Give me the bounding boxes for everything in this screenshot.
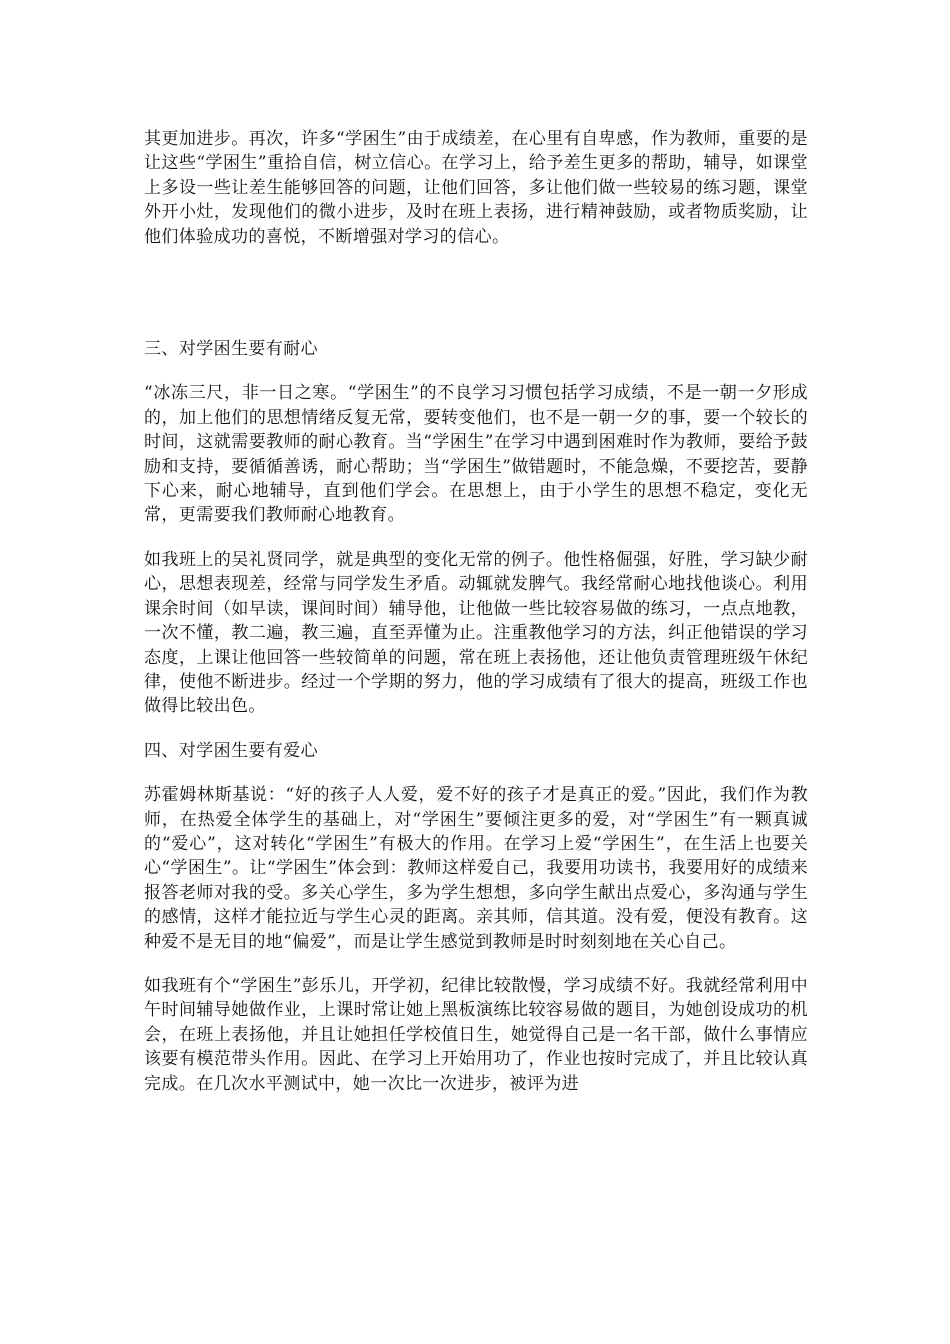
- spacer: [144, 763, 808, 783]
- spacer: [144, 528, 808, 548]
- section-heading-4: 四、对学困生要有爱心: [144, 740, 318, 761]
- document-body: [144, 127, 808, 1096]
- spacer: [144, 249, 808, 337]
- spacer: [144, 719, 808, 739]
- spacer: [144, 361, 808, 381]
- paragraph-patience-example: 如我班上的吴礼贤同学，就是典型的变化无常的例子。他性格倔强，好胜，学习缺少耐心，思想表现差，经常与同学发生矛盾。动辄就发脾气。我经常耐心地找他谈心。利用课余时间（如早读，课间时间）辅导他，让他做一些比较容易做的练习，一点点地教，一次不懂，教二遍，教三遍，直至弄懂为止。注重教他学习的方法，纠正他错误的学习态度，上课让他回答一些较简单的问题，常在班上表扬他，还让他负责管理班级午休纪律，使他不断进步。经过一个学期的努力，他的学习成绩有了很大的提高，班级工作也做得比较出色。: [144, 549, 808, 717]
- paragraph-love: 苏霍姆林斯基说：“好的孩子人人爱，爱不好的孩子才是真正的爱。”因此，我们作为教师，在热爱全体学生的基础上，对“学困生”要倾注更多的爱，对“学困生”有一颗真诚的“爱心”，这对转化“学困生”有极大的作用。在学习上爱“学困生”，在生活上也要关心“学困生”。让“学困生”体会到：教师这样爱自己，我要用功读书，我要用好的成绩来报答老师对我的受。多关心学生，多为学生想想，多向学生献出点爱心，多沟通与学生的感情，这样才能拉近与学生心灵的距离。亲其师，信其道。没有爱，便没有教育。这种爱不是无目的地“偏爱”，而是让学生感觉到教师是时时刻刻地在关心自己。: [144, 785, 808, 952]
- paragraph-patience: “冰冻三尺，非一日之寒。“学困生”的不良学习习惯包括学习成绩，不是一朝一夕形成的，加上他们的思想情绪反复无常，要转变他们，也不是一朝一夕的事，要一个较长的时间，这就需要教师的耐心教育。当“学困生”在学习中遇到困难时作为教师，要给予鼓励和支持，要循循善诱，耐心帮助；当“学困生”做错题时，不能急燥，不要挖苦，要静下心来，耐心地辅导，直到他们学会。在思想上，由于小学生的思想不稳定，变化无常，更需要我们教师耐心地教育。: [144, 383, 808, 526]
- paragraph-love-example: 如我班有个“学困生”彭乐儿，开学初，纪律比较散慢，学习成绩不好。我就经常利用中午时间辅导她做作业，上课时常让她上黑板演练比较容易做的题目，为她创设成功的机会，在班上表扬他，并且让她担任学校值日生，她觉得自己是一名干部，做什么事情应该要有模范带头作用。因此、在学习上开始用功了，作业也按时完成了，并且比较认真完成。在几次水平测试中，她一次比一次进步，被评为进: [144, 975, 808, 1094]
- section-heading-3: 三、对学困生要有耐心: [144, 339, 318, 360]
- spacer: [144, 954, 808, 974]
- paragraph-intro: 其更加进步。再次，许多“学困生”由于成绩差，在心里有自卑感，作为教师，重要的是让这些“学困生”重拾自信，树立信心。在学习上，给予差生更多的帮助，辅导，如课堂上多设一些让差生能够回答的问题，让他们回答，多让他们做一些较易的练习题，课堂外开小灶，发现他们的微小进步，及时在班上表扬，进行精神鼓励，或者物质奖励，让他们体验成功的喜悦，不断增强对学习的信心。: [144, 129, 808, 247]
